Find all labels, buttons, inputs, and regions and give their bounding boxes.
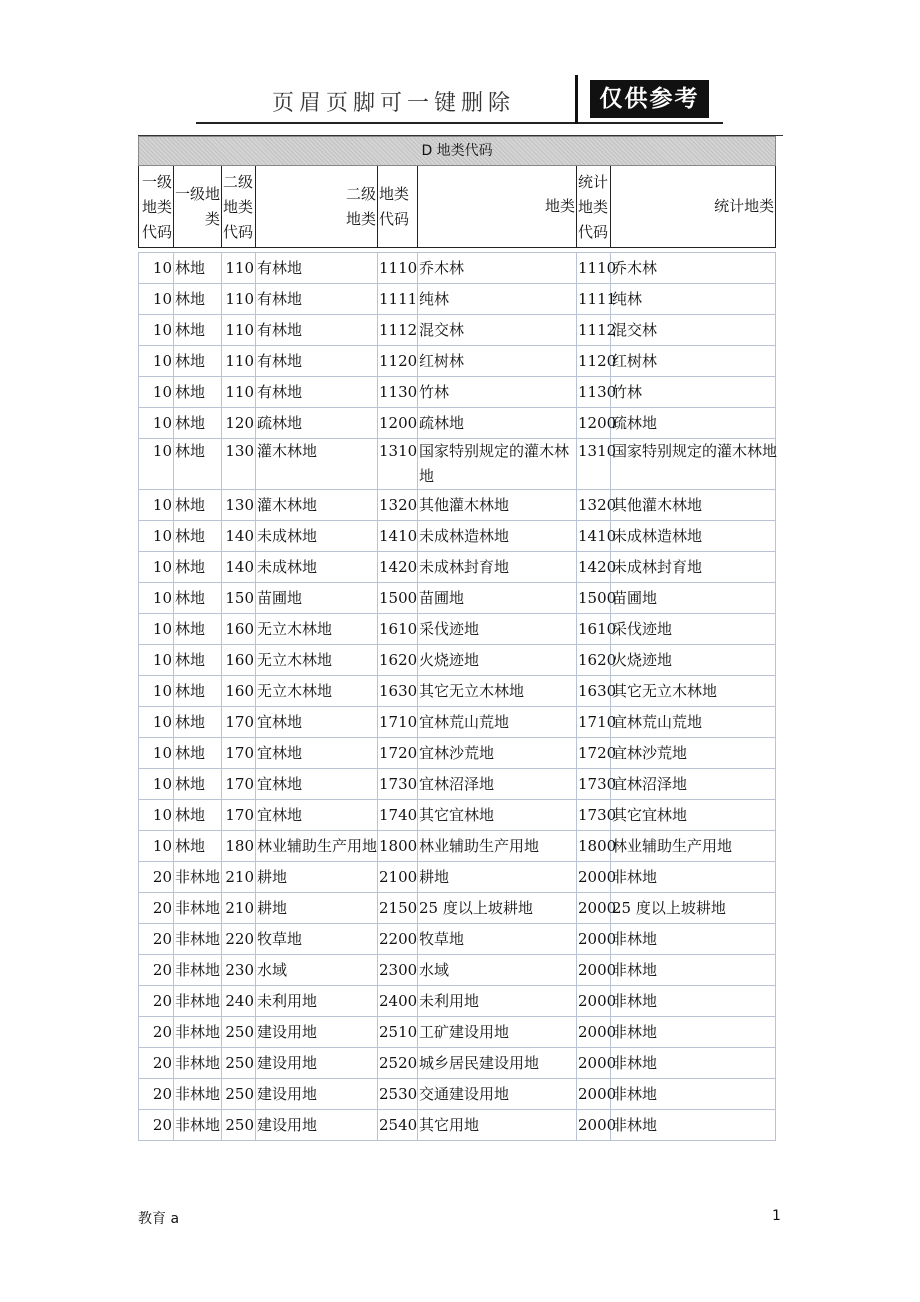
table-row	[139, 552, 776, 583]
cell-stat-code: 2000	[577, 862, 611, 893]
cell-level2-code: 110	[222, 253, 256, 284]
cell-level1-class: 林地	[174, 676, 222, 707]
cell-level1-code: 10	[139, 614, 174, 645]
cell-level1-code: 10	[139, 769, 174, 800]
cell-level1-class: 非林地	[174, 955, 222, 986]
cell-class-code: 1710	[378, 707, 418, 738]
cell-stat-class: 非林地	[611, 1110, 776, 1141]
cell-level1-class: 林地	[174, 583, 222, 614]
cell-class-code: 2200	[378, 924, 418, 955]
cell-class-code: 1720	[378, 738, 418, 769]
cell-class-code: 1610	[378, 614, 418, 645]
table-header-row	[139, 166, 776, 248]
cell-level2-code: 150	[222, 583, 256, 614]
cell-stat-class: 林业辅助生产用地	[611, 831, 776, 862]
table-row	[139, 284, 776, 315]
cell-stat-code: 2000	[577, 1079, 611, 1110]
cell-level2-class: 牧草地	[256, 924, 378, 955]
col-header-class-code: 地类代码	[378, 166, 418, 248]
cell-level2-class: 有林地	[256, 377, 378, 408]
cell-level1-class: 林地	[174, 346, 222, 377]
cell-stat-class: 其它宜林地	[611, 800, 776, 831]
cell-level2-class: 建设用地	[256, 1079, 378, 1110]
cell-class-name: 耕地	[418, 862, 577, 893]
footer-text: 教育 a	[138, 1211, 180, 1227]
table-row	[139, 1110, 776, 1141]
cell-level1-code: 10	[139, 676, 174, 707]
cell-level1-code: 10	[139, 738, 174, 769]
cell-level2-class: 有林地	[256, 315, 378, 346]
cell-level1-class: 林地	[174, 614, 222, 645]
cell-stat-class: 宜林荒山荒地	[611, 707, 776, 738]
cell-stat-class: 非林地	[611, 986, 776, 1017]
reference-only-badge: 仅供参考	[590, 80, 709, 118]
cell-class-code: 1130	[378, 377, 418, 408]
cell-stat-code: 2000	[577, 955, 611, 986]
cell-class-name: 25 度以上坡耕地	[418, 893, 577, 924]
cell-class-code: 1111	[378, 284, 418, 315]
table-row	[139, 986, 776, 1017]
cell-level1-class: 林地	[174, 800, 222, 831]
cell-level2-class: 建设用地	[256, 1017, 378, 1048]
cell-stat-class: 纯林	[611, 284, 776, 315]
col-header-stat-class: 统计地类	[611, 166, 776, 248]
table-row	[139, 645, 776, 676]
cell-stat-class: 竹林	[611, 377, 776, 408]
cell-level1-code: 10	[139, 583, 174, 614]
cell-stat-code: 2000	[577, 1048, 611, 1079]
cell-stat-code: 1200	[577, 408, 611, 439]
cell-level1-code: 20	[139, 924, 174, 955]
cell-level2-class: 有林地	[256, 253, 378, 284]
cell-class-name: 红树林	[418, 346, 577, 377]
cell-class-name: 宜林沼泽地	[418, 769, 577, 800]
cell-class-code: 1730	[378, 769, 418, 800]
cell-level2-class: 苗圃地	[256, 583, 378, 614]
cell-class-code: 2540	[378, 1110, 418, 1141]
cell-stat-class: 其他灌木林地	[611, 490, 776, 521]
cell-class-name: 国家特别规定的灌木林地	[418, 439, 577, 490]
table-row	[139, 346, 776, 377]
cell-stat-code: 1111	[577, 284, 611, 315]
cell-stat-code: 1110	[577, 253, 611, 284]
cell-level1-class: 林地	[174, 253, 222, 284]
cell-level2-class: 未成林地	[256, 521, 378, 552]
cell-level1-code: 20	[139, 955, 174, 986]
cell-level1-code: 10	[139, 439, 174, 490]
cell-level2-code: 110	[222, 284, 256, 315]
cell-level2-code: 110	[222, 315, 256, 346]
cell-class-code: 2510	[378, 1017, 418, 1048]
cell-stat-class: 非林地	[611, 1048, 776, 1079]
col-header-level1-class: 一级地类	[174, 166, 222, 248]
cell-level1-code: 10	[139, 490, 174, 521]
header-underline-right	[578, 122, 723, 124]
cell-level2-code: 170	[222, 800, 256, 831]
cell-stat-code: 2000	[577, 893, 611, 924]
cell-level1-class: 林地	[174, 738, 222, 769]
col-header-level2-class: 二级地类	[256, 166, 378, 248]
page-number: 1	[772, 1208, 781, 1224]
cell-level2-code: 210	[222, 893, 256, 924]
cell-class-code: 1500	[378, 583, 418, 614]
cell-class-name: 混交林	[418, 315, 577, 346]
cell-level2-code: 110	[222, 377, 256, 408]
cell-class-code: 1200	[378, 408, 418, 439]
cell-level2-code: 130	[222, 439, 256, 490]
cell-stat-code: 1710	[577, 707, 611, 738]
cell-class-code: 1800	[378, 831, 418, 862]
table-row	[139, 738, 776, 769]
cell-class-code: 1112	[378, 315, 418, 346]
cell-level1-class: 非林地	[174, 924, 222, 955]
cell-stat-code: 2000	[577, 986, 611, 1017]
cell-stat-class: 非林地	[611, 924, 776, 955]
cell-stat-code: 1720	[577, 738, 611, 769]
cell-class-name: 宜林沙荒地	[418, 738, 577, 769]
cell-level2-class: 疏林地	[256, 408, 378, 439]
cell-level1-code: 10	[139, 346, 174, 377]
cell-level1-code: 10	[139, 831, 174, 862]
cell-level1-class: 林地	[174, 552, 222, 583]
cell-class-name: 疏林地	[418, 408, 577, 439]
table-row	[139, 253, 776, 284]
cell-level1-code: 10	[139, 284, 174, 315]
cell-level2-code: 250	[222, 1110, 256, 1141]
col-header-stat-code: 统计地类代码	[577, 166, 611, 248]
table-row	[139, 439, 776, 490]
cell-level2-code: 240	[222, 986, 256, 1017]
cell-stat-code: 1620	[577, 645, 611, 676]
table-row	[139, 490, 776, 521]
cell-class-code: 1310	[378, 439, 418, 490]
cell-stat-code: 1730	[577, 769, 611, 800]
cell-stat-code: 1730	[577, 800, 611, 831]
cell-stat-class: 未成林封育地	[611, 552, 776, 583]
col-header-class: 地类	[418, 166, 577, 248]
cell-level1-class: 非林地	[174, 893, 222, 924]
cell-level2-class: 有林地	[256, 284, 378, 315]
cell-stat-code: 1800	[577, 831, 611, 862]
cell-class-code: 2400	[378, 986, 418, 1017]
cell-stat-class: 非林地	[611, 955, 776, 986]
cell-level1-class: 林地	[174, 439, 222, 490]
cell-stat-code: 1410	[577, 521, 611, 552]
cell-level2-class: 水域	[256, 955, 378, 986]
cell-level2-class: 林业辅助生产用地	[256, 831, 378, 862]
cell-stat-class: 25 度以上坡耕地	[611, 893, 776, 924]
table-row	[139, 924, 776, 955]
cell-level2-class: 未利用地	[256, 986, 378, 1017]
cell-class-name: 其它用地	[418, 1110, 577, 1141]
cell-level1-class: 林地	[174, 645, 222, 676]
cell-level2-class: 无立木林地	[256, 614, 378, 645]
cell-level1-class: 林地	[174, 769, 222, 800]
cell-level1-code: 20	[139, 1017, 174, 1048]
land-class-code-table	[138, 136, 778, 1141]
cell-stat-code: 1130	[577, 377, 611, 408]
cell-class-name: 交通建设用地	[418, 1079, 577, 1110]
table-row	[139, 831, 776, 862]
cell-level1-code: 10	[139, 377, 174, 408]
cell-class-name: 其他灌木林地	[418, 490, 577, 521]
cell-level2-code: 140	[222, 552, 256, 583]
cell-level1-code: 10	[139, 707, 174, 738]
cell-class-code: 1410	[378, 521, 418, 552]
header-divider	[575, 75, 578, 124]
cell-class-name: 宜林荒山荒地	[418, 707, 577, 738]
cell-stat-code: 1310	[577, 439, 611, 490]
cell-level2-class: 建设用地	[256, 1048, 378, 1079]
cell-class-code: 1620	[378, 645, 418, 676]
cell-level2-class: 耕地	[256, 893, 378, 924]
cell-stat-class: 宜林沼泽地	[611, 769, 776, 800]
cell-level1-code: 10	[139, 645, 174, 676]
cell-level1-code: 10	[139, 800, 174, 831]
cell-class-code: 1740	[378, 800, 418, 831]
cell-class-name: 水域	[418, 955, 577, 986]
table-row	[139, 769, 776, 800]
cell-level1-class: 林地	[174, 284, 222, 315]
cell-level2-code: 230	[222, 955, 256, 986]
cell-stat-class: 红树林	[611, 346, 776, 377]
cell-stat-class: 混交林	[611, 315, 776, 346]
cell-level1-class: 林地	[174, 408, 222, 439]
cell-stat-code: 1610	[577, 614, 611, 645]
cell-stat-class: 采伐迹地	[611, 614, 776, 645]
cell-stat-code: 2000	[577, 1110, 611, 1141]
table-row	[139, 521, 776, 552]
table-row	[139, 707, 776, 738]
cell-level2-code: 120	[222, 408, 256, 439]
cell-class-code: 2520	[378, 1048, 418, 1079]
cell-level2-code: 160	[222, 614, 256, 645]
cell-stat-code: 2000	[577, 1017, 611, 1048]
cell-stat-code: 1320	[577, 490, 611, 521]
table-row	[139, 408, 776, 439]
table-row	[139, 955, 776, 986]
cell-class-code: 1320	[378, 490, 418, 521]
cell-class-name: 采伐迹地	[418, 614, 577, 645]
cell-class-name: 乔木林	[418, 253, 577, 284]
cell-level2-class: 无立木林地	[256, 676, 378, 707]
page-header-title: 页眉页脚可一键删除	[272, 91, 516, 116]
cell-level2-code: 140	[222, 521, 256, 552]
cell-stat-class: 宜林沙荒地	[611, 738, 776, 769]
cell-class-name: 竹林	[418, 377, 577, 408]
cell-class-name: 工矿建设用地	[418, 1017, 577, 1048]
table-row	[139, 377, 776, 408]
cell-stat-code: 1112	[577, 315, 611, 346]
table-row	[139, 1079, 776, 1110]
table-row	[139, 893, 776, 924]
table-row	[139, 676, 776, 707]
cell-level1-code: 20	[139, 1110, 174, 1141]
cell-level2-code: 130	[222, 490, 256, 521]
cell-level2-class: 未成林地	[256, 552, 378, 583]
cell-stat-class: 非林地	[611, 1079, 776, 1110]
table-row	[139, 583, 776, 614]
cell-level2-code: 210	[222, 862, 256, 893]
col-header-level2-code: 二级地类代码	[222, 166, 256, 248]
cell-stat-class: 国家特别规定的灌木林地	[611, 439, 776, 490]
cell-level2-class: 有林地	[256, 346, 378, 377]
cell-class-name: 未成林封育地	[418, 552, 577, 583]
cell-level2-code: 250	[222, 1017, 256, 1048]
cell-level1-code: 10	[139, 408, 174, 439]
cell-class-name: 其它无立木林地	[418, 676, 577, 707]
cell-level2-code: 160	[222, 645, 256, 676]
cell-level2-class: 耕地	[256, 862, 378, 893]
cell-level2-code: 170	[222, 769, 256, 800]
cell-level1-code: 10	[139, 253, 174, 284]
cell-stat-code: 1120	[577, 346, 611, 377]
cell-stat-code: 1500	[577, 583, 611, 614]
cell-level2-code: 170	[222, 707, 256, 738]
cell-level1-class: 非林地	[174, 1079, 222, 1110]
cell-class-name: 未利用地	[418, 986, 577, 1017]
cell-level2-class: 宜林地	[256, 800, 378, 831]
cell-level1-class: 林地	[174, 490, 222, 521]
cell-level2-code: 160	[222, 676, 256, 707]
cell-level1-class: 非林地	[174, 986, 222, 1017]
cell-level1-class: 林地	[174, 831, 222, 862]
cell-level2-class: 灌木林地	[256, 490, 378, 521]
cell-stat-code: 2000	[577, 924, 611, 955]
cell-level1-class: 林地	[174, 707, 222, 738]
cell-stat-class: 其它无立木林地	[611, 676, 776, 707]
col-header-level1-code: 一级地类代码	[139, 166, 174, 248]
cell-stat-class: 苗圃地	[611, 583, 776, 614]
header-underline	[196, 122, 576, 124]
table-row	[139, 1048, 776, 1079]
table-row	[139, 800, 776, 831]
cell-class-name: 城乡居民建设用地	[418, 1048, 577, 1079]
table-row	[139, 1017, 776, 1048]
cell-level2-class: 无立木林地	[256, 645, 378, 676]
cell-level1-class: 非林地	[174, 1048, 222, 1079]
cell-class-name: 牧草地	[418, 924, 577, 955]
cell-class-code: 1420	[378, 552, 418, 583]
cell-level1-code: 20	[139, 1048, 174, 1079]
cell-class-code: 1630	[378, 676, 418, 707]
cell-class-name: 苗圃地	[418, 583, 577, 614]
cell-level1-class: 非林地	[174, 1017, 222, 1048]
cell-level1-class: 非林地	[174, 862, 222, 893]
cell-class-name: 纯林	[418, 284, 577, 315]
cell-level1-code: 20	[139, 862, 174, 893]
cell-stat-code: 1630	[577, 676, 611, 707]
cell-level2-class: 建设用地	[256, 1110, 378, 1141]
cell-level1-code: 10	[139, 521, 174, 552]
cell-class-code: 2530	[378, 1079, 418, 1110]
cell-level2-class: 灌木林地	[256, 439, 378, 490]
cell-class-name: 其它宜林地	[418, 800, 577, 831]
cell-level1-code: 10	[139, 552, 174, 583]
cell-level1-code: 20	[139, 1079, 174, 1110]
cell-level1-class: 林地	[174, 521, 222, 552]
table-row	[139, 614, 776, 645]
cell-class-code: 2150	[378, 893, 418, 924]
cell-level2-class: 宜林地	[256, 769, 378, 800]
cell-level2-class: 宜林地	[256, 707, 378, 738]
cell-level1-code: 20	[139, 893, 174, 924]
cell-class-code: 1110	[378, 253, 418, 284]
cell-level2-code: 170	[222, 738, 256, 769]
cell-level1-class: 林地	[174, 315, 222, 346]
cell-level1-class: 非林地	[174, 1110, 222, 1141]
cell-level2-code: 250	[222, 1079, 256, 1110]
cell-level2-code: 180	[222, 831, 256, 862]
table-title: D 地类代码	[139, 137, 776, 166]
cell-stat-class: 非林地	[611, 862, 776, 893]
cell-stat-code: 1420	[577, 552, 611, 583]
table-row	[139, 862, 776, 893]
cell-level2-code: 110	[222, 346, 256, 377]
cell-level2-code: 250	[222, 1048, 256, 1079]
cell-class-code: 2100	[378, 862, 418, 893]
cell-level1-code: 20	[139, 986, 174, 1017]
cell-level2-class: 宜林地	[256, 738, 378, 769]
cell-stat-class: 疏林地	[611, 408, 776, 439]
cell-class-name: 林业辅助生产用地	[418, 831, 577, 862]
cell-class-code: 2300	[378, 955, 418, 986]
cell-level1-code: 10	[139, 315, 174, 346]
cell-stat-class: 非林地	[611, 1017, 776, 1048]
table-row	[139, 315, 776, 346]
cell-level1-class: 林地	[174, 377, 222, 408]
cell-class-name: 未成林造林地	[418, 521, 577, 552]
cell-class-code: 1120	[378, 346, 418, 377]
cell-stat-class: 乔木林	[611, 253, 776, 284]
cell-stat-class: 未成林造林地	[611, 521, 776, 552]
cell-stat-class: 火烧迹地	[611, 645, 776, 676]
cell-level2-code: 220	[222, 924, 256, 955]
cell-class-name: 火烧迹地	[418, 645, 577, 676]
